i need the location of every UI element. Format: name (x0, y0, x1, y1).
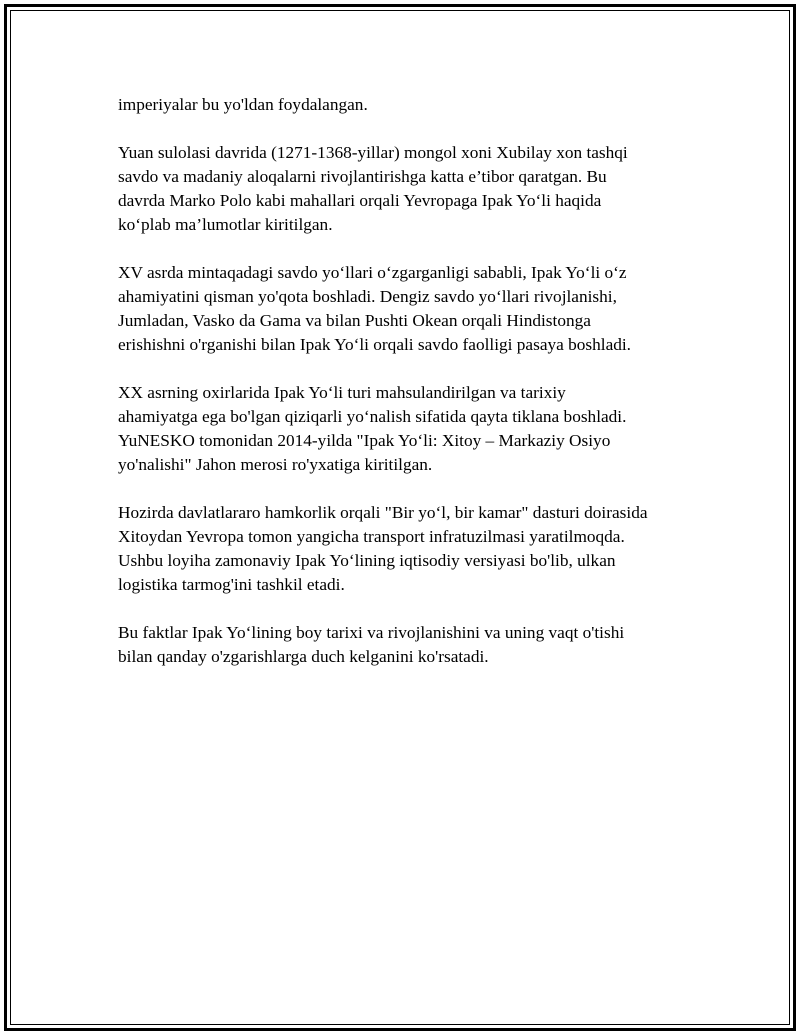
paragraph: Yuan sulolasi davrida (1271-1368-yillar) mongol xoni Xubilay xon tashqi savdo va madaniy aloqalarni rivojlantirishga katta e’tibor qaratgan. Bu davrda Marko Polo kabi mahallari orqali Yevropaga Ipak Yo‘li haqida ko‘plab ma’lumotlar kiritilgan. (118, 143, 628, 234)
paragraph: XV asrda mintaqadagi savdo yo‘llari o‘zgarganligi sababli, Ipak Yo‘li o‘z ahamiyatini qisman yo'qota boshladi. Dengiz savdo yo‘llari rivojlanishi, Jumladan, Vasko da Gama va bilan Pushti Okean orqali Hindistonga erishishni o'rganishi bilan Ipak Yo‘li orqali savdo faolligi pasaya boshladi. (118, 263, 632, 354)
document-body (118, 93, 718, 693)
paragraph: Hozirda davlatlararo hamkorlik orqali "Bir yo‘l, bir kamar" dasturi doirasida Xitoydan Yevropa tomon yangicha transport infratuzilmasi yaratilmoqda. Ushbu loyiha zamonaviy Ipak Yo‘lining iqtisodiy versiyasi bo'lib, ulkan logistika tarmog'ini tashkil etadi. (118, 503, 648, 594)
paragraph: Bu faktlar Ipak Yo‘lining boy tarixi va rivojlanishini va uning vaqt o'tishi bilan qanday o'zgarishlarga duch kelganini ko'rsatadi. (118, 623, 625, 666)
paragraph: imperiyalar bu yo'ldan foydalangan. (118, 95, 368, 114)
paragraph: XX asrning oxirlarida Ipak Yo‘li turi mahsulandirilgan va tarixiy ahamiyatga ega bo'lgan qiziqarli yo‘nalish sifatida qayta tiklana boshladi. YuNESKO tomonidan 2014-yilda "Ipak Yo‘li: Xitoy – Markaziy Osiyo yo'nalishi" Jahon merosi ro'yxatiga kiritilgan. (118, 383, 627, 474)
